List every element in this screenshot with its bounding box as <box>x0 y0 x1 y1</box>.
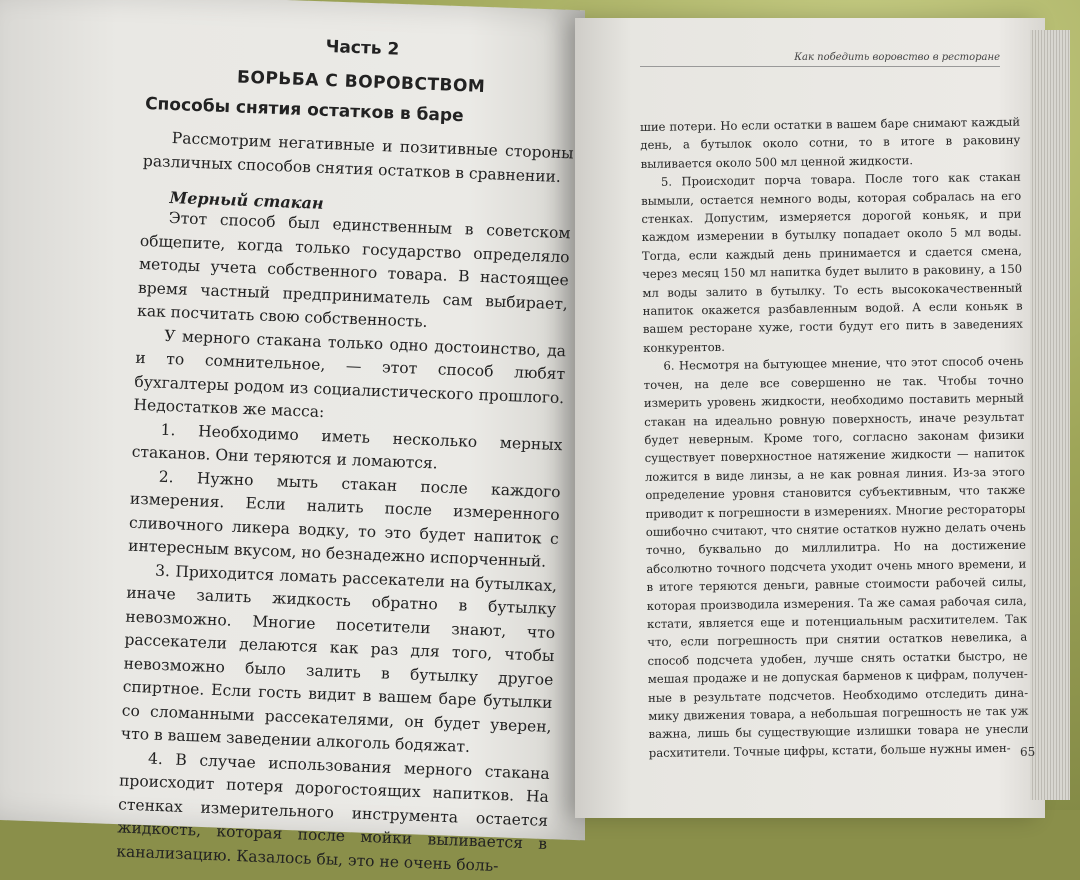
section-title: БОРЬБА С ВОРОВСТВОМ <box>236 67 486 97</box>
list-item: 1. Необходимо иметь несколько мерных стаканов. Они теряются и ломаются. <box>131 420 563 473</box>
list-item: 6. Несмотря на бытующее мнение, что этот способ очень точен, на деле все совершенно не так. Чтобы точно измерить уровень жидкости, необходимо поставить мерный стакан на идеально ровную поверхность, иначе результат будет неверным. Кроме того, согласно законам физики существует поверхностное натяжение жидкости — напиток ложится в виде линзы, а не как ровная линия. Из-за этого определение уровня становится субъективным, что также приводит к погрешности в измерениях. Многие рестораторы ошибочно считают, что снятие остатков нужно делать очень точно, буквально до миллилитра. Но на достижение абсолютно точного подсчета уходит очень много времени, и в итоге теряются деньги, равные стоимости рабочей силы, которая производила измерения. Та же самая рабочая сила, кстати, является еще и потенциальным расхитителем. Так что, если погрешность при снятии остатков невелика, а способ подсчета удобен, лучше снять остатки быстро, не мешая продаже и не допуская барменов к цифрам, полученные в результате подсчетов. Необходимо отследить динамику движения товара, а небольшая погрешность не так уж важна, лишь бы существующие излишки товара не унесли расхитители. Точные цифры, кстати, больше нужны имен- <box>643 353 1029 760</box>
subsection-title: Способы снятия остатков в баре <box>144 93 465 127</box>
left-page-text <box>116 30 578 880</box>
part-title: Часть 2 <box>325 36 400 60</box>
method-heading: Мерный стакан <box>169 187 324 213</box>
list-item: 2. Нужно мыть стакан после каждого измерения. Если налить после измеренного сливочного ликера водку, то это будет напиток с интересным вкусом, но безнадежно испорченный. <box>127 467 561 571</box>
list-item: 5. Происходит порча товара. После того как стакан вымыли, остается немного воды, которая собралась на его стенках. Допустим, измеряется дорогой коньяк, и при каждом измерении в бутылку попадает около 5 мл воды. Тогда, если каждый день принимается и сдается смена, через месяц 150 мл напитка будет вылито в раковину, а 150 мл воды залито в бутылку. То есть высококачественный напиток окажется разбавленным водой. А если коньяк в вашем ресторане хуже, гости будут его пить в заведениях конкурентов. <box>641 169 1024 355</box>
intro-paragraph: Рассмотрим негативные и позитивные стороны различных способов снятия остатков в сравнении. <box>142 129 574 186</box>
running-header: Как победить воровство в ресторане <box>640 52 1000 67</box>
paragraph: шие потери. Но если остатки в вашем баре снимают каждый день, а бутылок около сотни, то в итоге в раковину выливается около 500 мл ценной жидкости. <box>640 114 1021 171</box>
list-item: 3. Приходится ломать рассекатели на бутылках, иначе залить жидкость обратно в бутылку невозможно. Многие посетители знают, что рассекатели делаются как раз для того, чтобы невозможно было залить в бутылку другое спиртное. Если гость видит в вашем баре бутылки со сломанными рассекателями, он будет уверен, что в вашем заведении алкоголь бодяжат. <box>120 561 558 756</box>
method-paragraph: Этот способ был единственным в советском общепите, когда только государство определяло методы учета собственного товара. В настоящее время частный предприниматель сам выбирает, как посчитать свою собственность. <box>136 208 571 331</box>
method-paragraph: У мерного стакана только одно достоинство, да и то сомнительное, — этот способ любят бухгалтеры родом из социалистического прошлого. Недостатков же масса: <box>133 326 567 422</box>
list-item: 4. В случае использования мерного стакана происходит потеря дорогостоящих напитков. На стенках измерительного инструмента остается жидкость, которая после мойки выливается в канализацию. Казалось бы, это не очень боль- <box>116 749 551 875</box>
page-number: 65 <box>1020 745 1036 759</box>
page-edges <box>1030 30 1070 800</box>
right-page-text <box>640 113 1029 762</box>
